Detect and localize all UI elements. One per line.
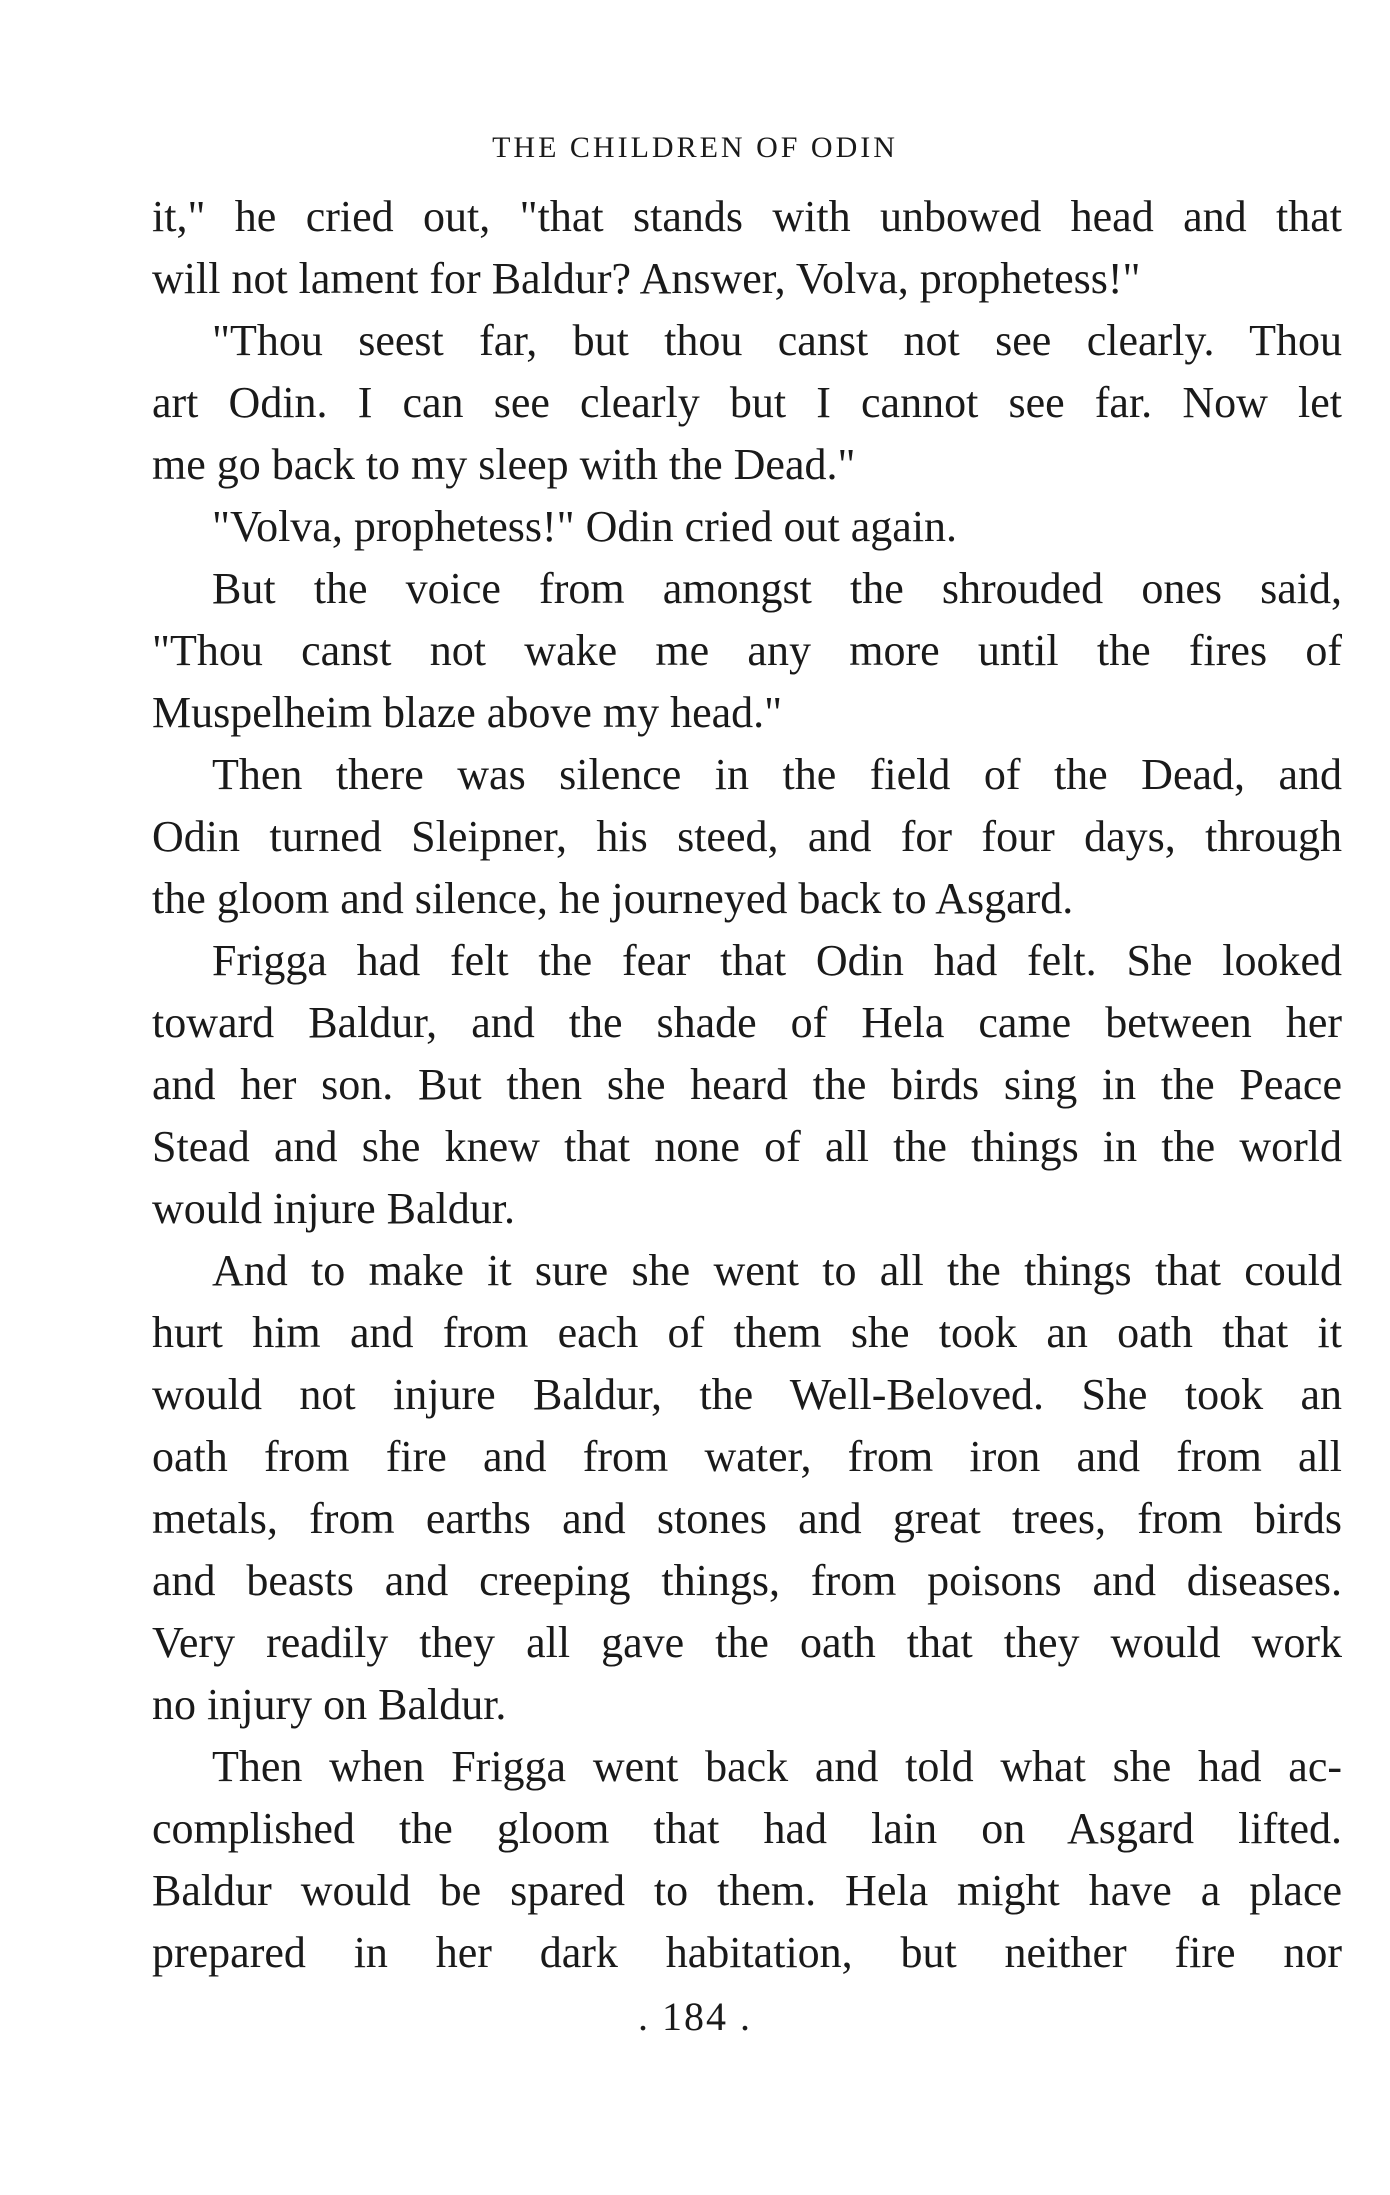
text-line: complished the gloom that had lain on Asgard lifted.	[152, 1804, 1342, 1853]
text-line: Odin turned Sleipner, his steed, and for four days, through	[152, 812, 1342, 861]
text-line: hurt him and from each of them she took an oath that it	[152, 1308, 1342, 1357]
text-line: Stead and she knew that none of all the things in the world	[152, 1122, 1342, 1171]
text-line: toward Baldur, and the shade of Hela came between her	[152, 998, 1342, 1047]
text-line: would injure Baldur.	[152, 1184, 515, 1233]
text-line: metals, from earths and stones and great trees, from birds	[152, 1494, 1342, 1543]
text-line: prepared in her dark habitation, but neither fire nor	[152, 1928, 1342, 1977]
text-line: the gloom and silence, he journeyed back to Asgard.	[152, 874, 1074, 923]
text-line: oath from fire and from water, from iron and from all	[152, 1432, 1342, 1481]
text-line: Then when Frigga went back and told what she had ac-	[212, 1742, 1342, 1791]
text-line: Then there was silence in the field of the Dead, and	[212, 750, 1342, 799]
text-line: me go back to my sleep with the Dead."	[152, 440, 856, 489]
body-text	[152, 186, 1342, 1984]
text-line: Muspelheim blaze above my head."	[152, 688, 783, 737]
text-line: and beasts and creeping things, from poisons and diseases.	[152, 1556, 1342, 1605]
text-line: "Thou seest far, but thou canst not see clearly. Thou	[212, 316, 1342, 365]
running-head: THE CHILDREN OF ODIN	[492, 131, 898, 164]
text-line: Frigga had felt the fear that Odin had felt. She looked	[212, 936, 1342, 985]
text-line: art Odin. I can see clearly but I cannot see far. Now let	[152, 378, 1342, 427]
text-line: "Volva, prophetess!" Odin cried out again.	[212, 502, 958, 551]
text-line: would not injure Baldur, the Well-Beloved. She took an	[152, 1370, 1342, 1419]
text-line: But the voice from amongst the shrouded ones said,	[212, 564, 1342, 613]
page-number: . 184 .	[638, 1994, 752, 2039]
text-line: no injury on Baldur.	[152, 1680, 507, 1729]
text-line: And to make it sure she went to all the things that could	[212, 1246, 1342, 1295]
text-line: "Thou canst not wake me any more until the fires of	[152, 626, 1342, 675]
text-line: and her son. But then she heard the birds sing in the Peace	[152, 1060, 1342, 1109]
text-line: will not lament for Baldur? Answer, Volva, prophetess!"	[152, 254, 1141, 303]
text-line: it," he cried out, "that stands with unbowed head and that	[152, 192, 1342, 241]
text-line: Baldur would be spared to them. Hela might have a place	[152, 1866, 1342, 1915]
text-line: Very readily they all gave the oath that they would work	[152, 1618, 1342, 1667]
